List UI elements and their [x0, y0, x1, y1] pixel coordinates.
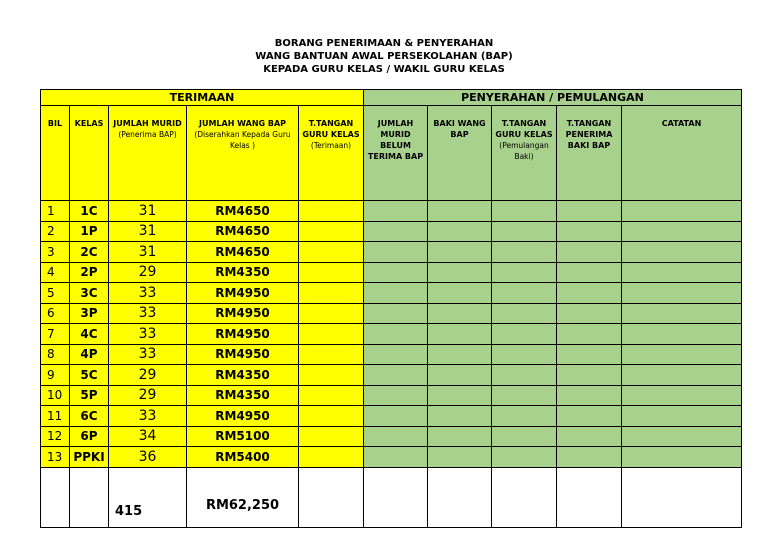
- col-ttangan-guru-pemulangan-label: T.TANGAN GURU KELAS: [495, 119, 553, 139]
- baki-wang-cell[interactable]: [428, 221, 492, 242]
- catatan-cell[interactable]: [622, 426, 742, 447]
- baki-wang-cell[interactable]: [428, 201, 492, 222]
- jumlah-wang-cell: RM4950: [187, 283, 299, 304]
- baki-wang-cell[interactable]: [428, 344, 492, 365]
- col-catatan: CATATAN: [622, 106, 742, 201]
- ttangan-guru-pemulangan-cell[interactable]: [492, 283, 557, 304]
- baki-wang-cell[interactable]: [428, 406, 492, 427]
- col-belum-terima: JUMLAH MURID BELUM TERIMA BAP: [364, 106, 428, 201]
- ttangan-penerima-cell[interactable]: [557, 262, 622, 283]
- jumlah-murid-cell: 33: [109, 344, 187, 365]
- ttangan-penerima-cell[interactable]: [557, 365, 622, 386]
- jumlah-wang-cell: RM4350: [187, 365, 299, 386]
- ttangan-penerima-cell[interactable]: [557, 303, 622, 324]
- ttangan-guru-cell[interactable]: [299, 262, 364, 283]
- catatan-cell[interactable]: [622, 201, 742, 222]
- kelas-cell: 1P: [70, 221, 109, 242]
- bil-cell: 10: [41, 385, 70, 406]
- table-row: [41, 344, 742, 365]
- ttangan-guru-pemulangan-cell[interactable]: [492, 426, 557, 447]
- col-jumlah-murid-sub: (Penerima BAP): [118, 130, 177, 139]
- belum-terima-cell[interactable]: [364, 426, 428, 447]
- totals-row: [41, 467, 742, 527]
- table-row: [41, 283, 742, 304]
- catatan-cell[interactable]: [622, 262, 742, 283]
- ttangan-penerima-cell[interactable]: [557, 385, 622, 406]
- total-ttangan-cell[interactable]: [299, 467, 364, 527]
- baki-wang-cell[interactable]: [428, 242, 492, 263]
- jumlah-murid-cell: 34: [109, 426, 187, 447]
- belum-terima-cell[interactable]: [364, 201, 428, 222]
- belum-terima-cell[interactable]: [364, 365, 428, 386]
- col-kelas: KELAS: [70, 106, 109, 201]
- ttangan-penerima-cell[interactable]: [557, 426, 622, 447]
- belum-terima-cell[interactable]: [364, 344, 428, 365]
- col-ttangan-guru: [299, 106, 364, 201]
- baki-wang-cell[interactable]: [428, 447, 492, 468]
- col-jumlah-murid-label: JUMLAH MURID: [113, 119, 182, 128]
- kelas-cell: 5P: [70, 385, 109, 406]
- jumlah-murid-cell: 36: [109, 447, 187, 468]
- ttangan-guru-pemulangan-cell[interactable]: [492, 447, 557, 468]
- belum-terima-cell[interactable]: [364, 324, 428, 345]
- col-jumlah-wang: [187, 106, 299, 201]
- form-recipient-line: KEPADA GURU KELAS / WAKIL GURU KELAS: [263, 64, 505, 75]
- jumlah-wang-cell: RM4350: [187, 262, 299, 283]
- jumlah-murid-cell: 31: [109, 242, 187, 263]
- table-row: [41, 406, 742, 427]
- baki-wang-cell[interactable]: [428, 324, 492, 345]
- baki-wang-cell[interactable]: [428, 365, 492, 386]
- catatan-cell[interactable]: [622, 406, 742, 427]
- kelas-cell: 1C: [70, 201, 109, 222]
- ttangan-guru-pemulangan-cell[interactable]: [492, 324, 557, 345]
- bil-cell: 13: [41, 447, 70, 468]
- ttangan-guru-cell[interactable]: [299, 426, 364, 447]
- jumlah-murid-cell: 33: [109, 283, 187, 304]
- col-jumlah-wang-label: JUMLAH WANG BAP: [198, 119, 287, 128]
- belum-terima-cell[interactable]: [364, 385, 428, 406]
- catatan-cell[interactable]: [622, 344, 742, 365]
- ttangan-guru-cell[interactable]: [299, 365, 364, 386]
- bil-cell: 4: [41, 262, 70, 283]
- table-row: [41, 303, 742, 324]
- col-baki-wang: BAKI WANG BAP: [428, 106, 492, 201]
- ttangan-guru-cell[interactable]: [299, 283, 364, 304]
- catatan-cell[interactable]: [622, 365, 742, 386]
- belum-terima-cell[interactable]: [364, 303, 428, 324]
- jumlah-wang-cell: RM4950: [187, 344, 299, 365]
- bil-cell: 6: [41, 303, 70, 324]
- ttangan-guru-cell[interactable]: [299, 303, 364, 324]
- belum-terima-cell[interactable]: [364, 283, 428, 304]
- ttangan-penerima-cell[interactable]: [557, 324, 622, 345]
- col-jumlah-murid: [109, 106, 187, 201]
- ttangan-guru-pemulangan-cell[interactable]: [492, 406, 557, 427]
- ttangan-guru-cell[interactable]: [299, 406, 364, 427]
- ttangan-guru-pemulangan-cell[interactable]: [492, 242, 557, 263]
- jumlah-wang-cell: RM4950: [187, 324, 299, 345]
- jumlah-wang-cell: RM4650: [187, 201, 299, 222]
- bil-cell: 8: [41, 344, 70, 365]
- jumlah-murid-cell: 33: [109, 303, 187, 324]
- total-ttangan-guru-cell[interactable]: [492, 467, 557, 527]
- form-subtitle: WANG BANTUAN AWAL PERSEKOLAHAN (BAP): [255, 51, 513, 62]
- baki-wang-cell[interactable]: [428, 385, 492, 406]
- catatan-cell[interactable]: [622, 385, 742, 406]
- ttangan-penerima-cell[interactable]: [557, 221, 622, 242]
- baki-wang-cell[interactable]: [428, 426, 492, 447]
- kelas-cell: 2P: [70, 262, 109, 283]
- catatan-cell[interactable]: [622, 221, 742, 242]
- ttangan-penerima-cell[interactable]: [557, 344, 622, 365]
- kelas-cell: 4C: [70, 324, 109, 345]
- ttangan-guru-pemulangan-cell[interactable]: [492, 201, 557, 222]
- ttangan-penerima-cell[interactable]: [557, 406, 622, 427]
- bil-cell: 9: [41, 365, 70, 386]
- form-title: BORANG PENERIMAAN & PENYERAHAN: [274, 38, 494, 49]
- baki-wang-cell[interactable]: [428, 283, 492, 304]
- col-ttangan-guru-pemulangan-sub: (Pemulangan Baki): [499, 141, 549, 161]
- jumlah-murid-cell: 29: [109, 262, 187, 283]
- jumlah-wang-cell: RM4950: [187, 303, 299, 324]
- total-baki-cell[interactable]: [428, 467, 492, 527]
- bap-table: [40, 89, 742, 528]
- table-row: [41, 426, 742, 447]
- ttangan-guru-cell[interactable]: [299, 201, 364, 222]
- jumlah-murid-cell: 29: [109, 385, 187, 406]
- bil-cell: 11: [41, 406, 70, 427]
- table-row: [41, 385, 742, 406]
- bil-cell: 7: [41, 324, 70, 345]
- catatan-cell[interactable]: [622, 303, 742, 324]
- belum-terima-cell[interactable]: [364, 221, 428, 242]
- table-row: [41, 447, 742, 468]
- bil-cell: 5: [41, 283, 70, 304]
- jumlah-wang-cell: RM4650: [187, 221, 299, 242]
- col-jumlah-wang-sub: (Diserahkan Kepada Guru Kelas ): [194, 130, 291, 150]
- total-murid: 415: [109, 467, 187, 527]
- table-row: [41, 324, 742, 345]
- group-penyerahan: PENYERAHAN / PEMULANGAN: [364, 90, 742, 106]
- ttangan-guru-cell[interactable]: [299, 242, 364, 263]
- kelas-cell: 6P: [70, 426, 109, 447]
- ttangan-guru-cell[interactable]: [299, 447, 364, 468]
- ttangan-penerima-cell[interactable]: [557, 447, 622, 468]
- ttangan-guru-pemulangan-cell[interactable]: [492, 385, 557, 406]
- belum-terima-cell[interactable]: [364, 447, 428, 468]
- col-bil: BIL: [41, 106, 70, 201]
- kelas-cell: 2C: [70, 242, 109, 263]
- bil-cell: 3: [41, 242, 70, 263]
- col-ttangan-guru-sub: (Terimaan): [310, 141, 352, 150]
- belum-terima-cell[interactable]: [364, 406, 428, 427]
- bil-cell: 1: [41, 201, 70, 222]
- group-terimaan: TERIMAAN: [41, 90, 364, 106]
- belum-terima-cell[interactable]: [364, 242, 428, 263]
- kelas-cell: 4P: [70, 344, 109, 365]
- ttangan-guru-pemulangan-cell[interactable]: [492, 221, 557, 242]
- bil-cell: 2: [41, 221, 70, 242]
- total-ttangan-penerima-cell[interactable]: [557, 467, 622, 527]
- ttangan-guru-pemulangan-cell[interactable]: [492, 303, 557, 324]
- total-belum-terima-cell[interactable]: [364, 467, 428, 527]
- catatan-cell[interactable]: [622, 242, 742, 263]
- ttangan-guru-pemulangan-cell[interactable]: [492, 262, 557, 283]
- col-ttangan-penerima: T.TANGAN PENERIMA BAKI BAP: [557, 106, 622, 201]
- kelas-cell: 3C: [70, 283, 109, 304]
- table-row: [41, 262, 742, 283]
- kelas-cell: 5C: [70, 365, 109, 386]
- ttangan-guru-cell[interactable]: [299, 324, 364, 345]
- jumlah-murid-cell: 31: [109, 221, 187, 242]
- ttangan-guru-cell[interactable]: [299, 344, 364, 365]
- belum-terima-cell[interactable]: [364, 262, 428, 283]
- jumlah-wang-cell: RM5100: [187, 426, 299, 447]
- ttangan-penerima-cell[interactable]: [557, 283, 622, 304]
- jumlah-wang-cell: RM4950: [187, 406, 299, 427]
- jumlah-wang-cell: RM4650: [187, 242, 299, 263]
- total-bil-cell: [41, 467, 70, 527]
- kelas-cell: PPKI: [70, 447, 109, 468]
- total-kelas-cell: [70, 467, 109, 527]
- col-ttangan-guru-label: T.TANGAN GURU KELAS: [302, 119, 360, 139]
- catatan-cell[interactable]: [622, 447, 742, 468]
- bil-cell: 12: [41, 426, 70, 447]
- ttangan-guru-pemulangan-cell[interactable]: [492, 365, 557, 386]
- col-ttangan-guru-pemulangan: [492, 106, 557, 201]
- table-row: [41, 365, 742, 386]
- kelas-cell: 6C: [70, 406, 109, 427]
- ttangan-guru-pemulangan-cell[interactable]: [492, 344, 557, 365]
- ttangan-penerima-cell[interactable]: [557, 242, 622, 263]
- baki-wang-cell[interactable]: [428, 303, 492, 324]
- jumlah-murid-cell: 33: [109, 406, 187, 427]
- jumlah-murid-cell: 31: [109, 201, 187, 222]
- jumlah-murid-cell: 29: [109, 365, 187, 386]
- total-catatan-cell[interactable]: [622, 467, 742, 527]
- table-row: [41, 242, 742, 263]
- table-row: [41, 201, 742, 222]
- jumlah-wang-cell: RM5400: [187, 447, 299, 468]
- ttangan-guru-cell[interactable]: [299, 221, 364, 242]
- ttangan-guru-cell[interactable]: [299, 385, 364, 406]
- ttangan-penerima-cell[interactable]: [557, 201, 622, 222]
- total-wang: RM62,250: [187, 467, 299, 527]
- baki-wang-cell[interactable]: [428, 262, 492, 283]
- kelas-cell: 3P: [70, 303, 109, 324]
- jumlah-wang-cell: RM4350: [187, 385, 299, 406]
- catatan-cell[interactable]: [622, 283, 742, 304]
- catatan-cell[interactable]: [622, 324, 742, 345]
- jumlah-murid-cell: 33: [109, 324, 187, 345]
- table-row: [41, 221, 742, 242]
